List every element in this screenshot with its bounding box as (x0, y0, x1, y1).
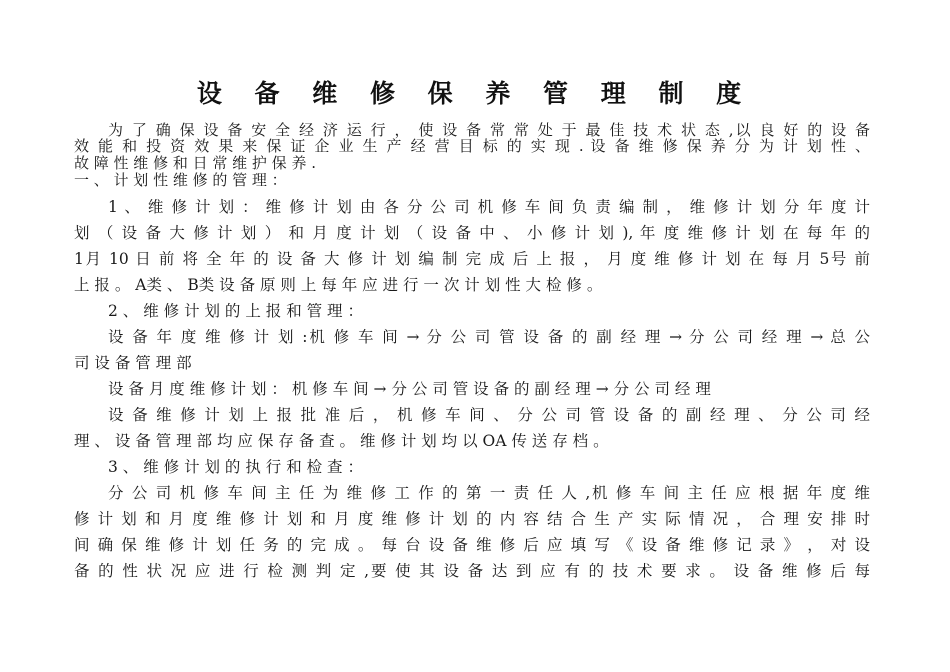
item1-line-4: 上 报 。 A类 、 B类 设 备 原 则 上 每 年 应 进 行 一 次 计 划 性 大 检 修 。 (74, 276, 603, 294)
item3-line-3: 间 确 保 维 修 计 划 任 务 的 完 成 。 每 台 设 备 维 修 后 应 填 写 《 设 备 维 修 记 录 》 ， 对 设 (74, 536, 870, 554)
item3-line-4: 备 的 性 状 况 应 进 行 检 测 判 定 ,要 使 其 设 备 达 到 应 有 的 技 术 要 求 。 设 备 维 修 后 每 (74, 562, 871, 580)
item3-line-2: 修 计 划 和 月 度 维 修 计 划 和 月 度 维 修 计 划 的 内 容 结 合 生 产 实 际 情 况 ， 合 理 安 排 时 (74, 510, 870, 528)
item3-heading: 3 、 维 修 计 划 的 执 行 和 检 查 ： (108, 458, 363, 476)
item2-line-1: 设 备 年 度 维 修 计 划 :机 修 车 间 → 分 公 司 管 设 备 的 副 经 理 → 分 公 司 经 理 → 总 公 (108, 328, 870, 346)
document-title: 设 备 维 修 保 养 管 理 制 度 (196, 79, 754, 108)
item1-line-2: 划 （ 设 备 大 修 计 划 ） 和 月 度 计 划 （ 设 备 中 、 小 修 计 划 ), 年 度 维 修 计 划 在 每 年 的 (74, 224, 870, 242)
item2-line-2: 司 设 备 管 理 部 (74, 354, 192, 372)
item2-line-4: 设 备 维 修 计 划 上 报 批 准 后 ， 机 修 车 间 、 分 公 司 管 设 备 的 副 经 理 、 分 公 司 经 (108, 406, 870, 424)
intro-line-2: 效 能 和 投 资 效 果 来 保 证 企 业 生 产 经 营 目 标 的 实 现 . 设 备 维 修 保 养 分 为 计 划 性 、 (74, 137, 870, 155)
intro-line-1: 为 了 确 保 设 备 安 全 经 济 运 行 ， 使 设 备 常 常 处 于 最 佳 技 术 状 态 ,以 良 好 的 设 备 (108, 121, 870, 139)
section-heading-1: 一 、 计 划 性 维 修 的 管 理 ： (74, 171, 287, 189)
item1-line-3: 1月 10 日 前 将 全 年 的 设 备 大 修 计 划 编 制 完 成 后 上 报 ， 月 度 维 修 计 划 在 每 月 5号 前 (74, 250, 870, 268)
intro-line-3: 故 障 性 维 修 和 日 常 维 护 保 养 . (74, 154, 316, 172)
item2-line-5: 理 、 设 备 管 理 部 均 应 保 存 备 查 。 维 修 计 划 均 以 OA 传 送 存 档 。 (74, 432, 609, 450)
item3-line-1: 分 公 司 机 修 车 间 主 任 为 维 修 工 作 的 第 一 责 任 人 ,机 修 车 间 主 任 应 根 据 年 度 维 (108, 484, 870, 502)
item2-line-3: 设 备 月 度 维 修 计 划 ： 机 修 车 间 → 分 公 司 管 设 备 的 副 经 理 → 分 公 司 经 理 (108, 380, 711, 398)
item2-heading: 2 、 维 修 计 划 的 上 报 和 管 理 ： (108, 302, 363, 320)
item1-line-1: 1 、 维 修 计 划 ： 维 修 计 划 由 各 分 公 司 机 修 车 间 负 责 编 制 ， 维 修 计 划 分 年 度 计 (108, 198, 870, 216)
